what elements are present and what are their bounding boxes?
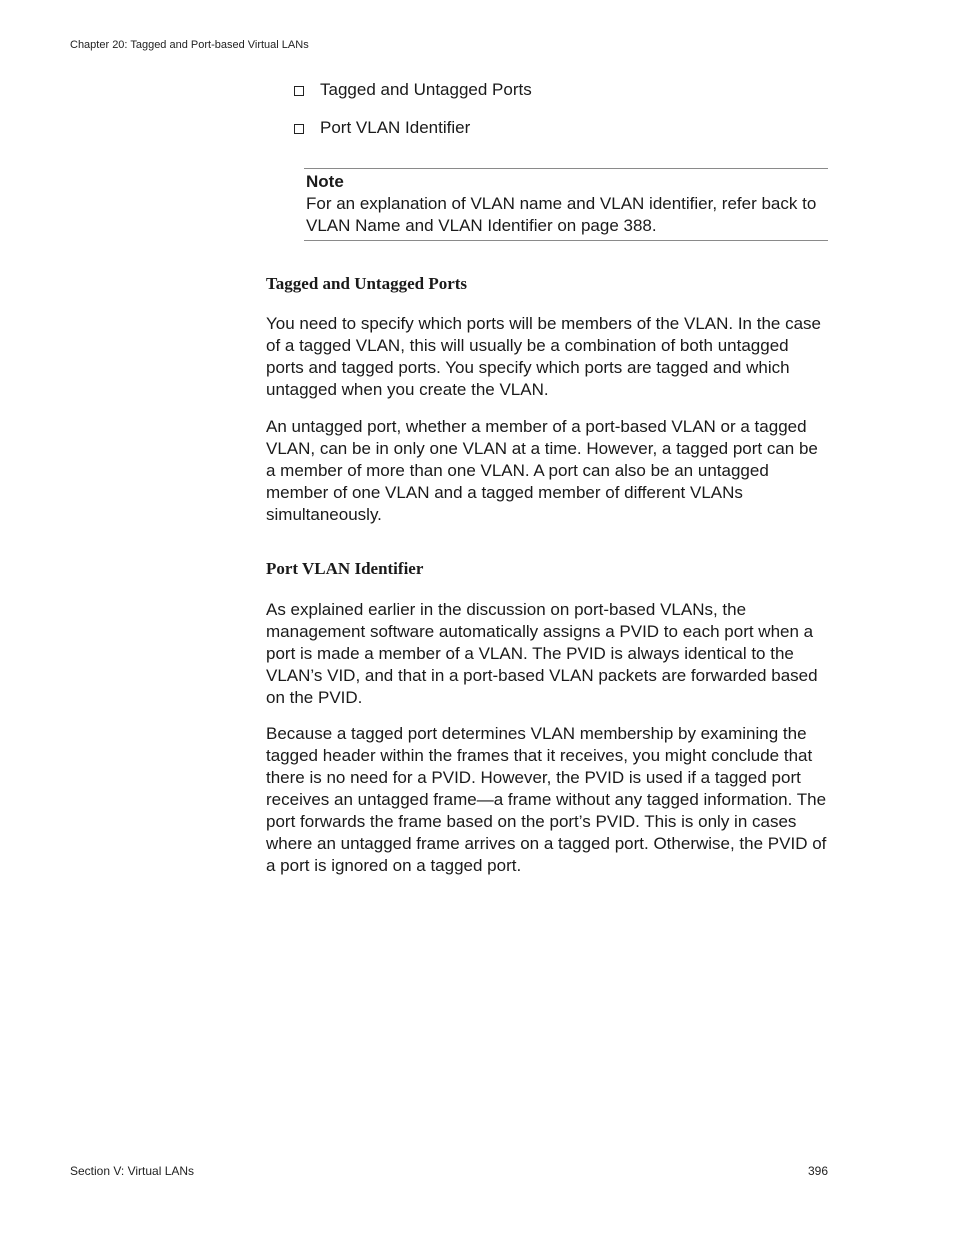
section-heading-port-vlan-identifier: Port VLAN Identifier [266, 559, 424, 578]
note-box [304, 168, 828, 241]
page-number: 396 [808, 1164, 829, 1178]
note-body: For an explanation of VLAN name and VLAN identifier, refer back to VLAN Name and VLAN Identifier on page 388. [306, 194, 817, 235]
checklist-item-label: Tagged and Untagged Ports [320, 80, 532, 99]
section-heading-tagged-untagged: Tagged and Untagged Ports [266, 274, 468, 293]
checklist-item [294, 79, 532, 101]
paragraph: Because a tagged port determines VLAN membership by examining the tagged header within the frames that it receives, you might conclude that there is no need for a PVID. However, the PVID is used if a tagged port receives an untagged frame—a frame without any tagged information. The port forwards the frame based on the port’s PVID. This is only in cases where an untagged frame arrives on a tagged port. Otherwise, the PVID of a port is ignored on a tagged port. [266, 724, 827, 875]
checklist-item-label: Port VLAN Identifier [320, 118, 471, 137]
checkbox-bullet-icon [294, 86, 304, 96]
running-head: Chapter 20: Tagged and Port-based Virtual LANs [70, 39, 309, 51]
paragraph: As explained earlier in the discussion on port-based VLANs, the management software automatically assigns a PVID to each port when a port is made a member of a VLAN. The PVID is always identical to the VLAN’s VID, and that in a port-based VLAN packets are forwarded based on the PVID. [266, 600, 818, 707]
paragraph: You need to specify which ports will be members of the VLAN. In the case of a tagged VLAN, this will usually be a combination of both untagged ports and tagged ports. You specify which ports are tagged and which untagged when you create the VLAN. [266, 314, 821, 399]
paragraph: An untagged port, whether a member of a port-based VLAN or a tagged VLAN, can be in only one VLAN at a time. However, a tagged port can be a member of more than one VLAN. A port can also be an untagged member of one VLAN and a tagged member of different VLANs simultaneously. [266, 417, 818, 524]
checkbox-bullet-icon [294, 124, 304, 134]
note-title: Note [306, 172, 344, 191]
topic-checklist [294, 79, 532, 155]
footer-section: Section V: Virtual LANs [70, 1164, 195, 1178]
checklist-item [294, 117, 532, 139]
